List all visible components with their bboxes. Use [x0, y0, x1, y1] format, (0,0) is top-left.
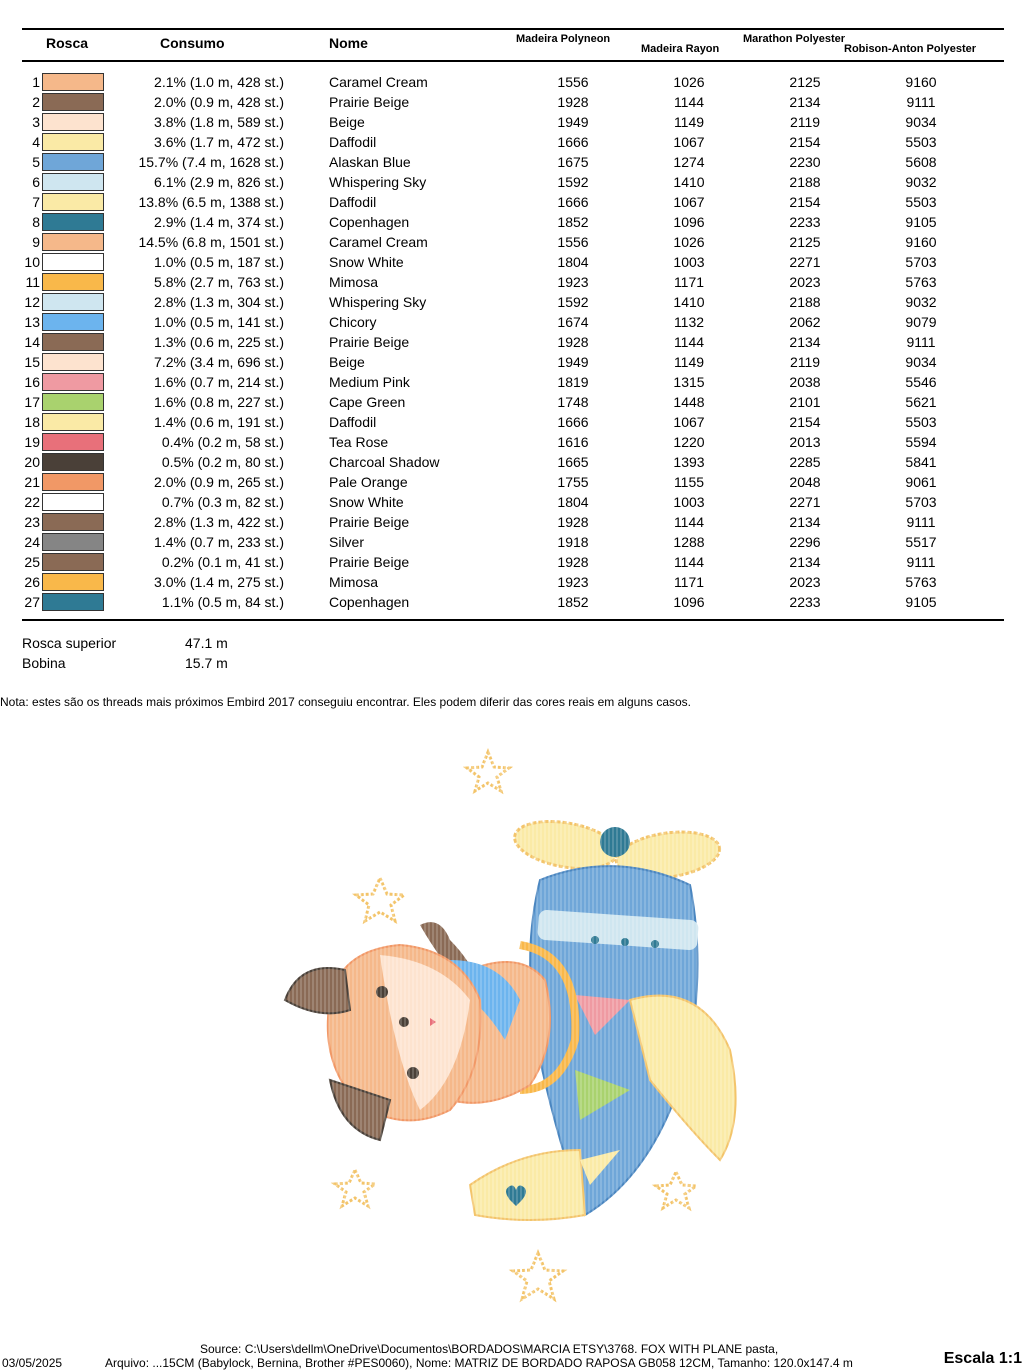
thread-number: 16 [24, 374, 40, 390]
thread-consumo: 3.8% (1.8 m, 589 st.) [154, 114, 284, 130]
marathon-polyester-code: 2125 [789, 74, 821, 90]
thread-consumo: 2.9% (1.4 m, 374 st.) [154, 214, 284, 230]
thread-consumo: 2.8% (1.3 m, 304 st.) [154, 294, 284, 310]
thread-number: 21 [24, 474, 40, 490]
thread-number: 15 [24, 354, 40, 370]
marathon-polyester-code: 2134 [789, 554, 821, 570]
madeira-polyneon-code: 1666 [557, 194, 589, 210]
color-swatch [42, 433, 104, 451]
marathon-polyester-code: 2285 [789, 454, 821, 470]
color-swatch [42, 193, 104, 211]
thread-number: 14 [24, 334, 40, 350]
marathon-polyester-code: 2154 [789, 414, 821, 430]
thread-consumo: 1.4% (0.6 m, 191 st.) [154, 414, 284, 430]
table-row [0, 232, 1024, 252]
madeira-rayon-code: 1155 [673, 474, 705, 490]
marathon-polyester-code: 2134 [789, 514, 821, 530]
thread-consumo: 1.4% (0.7 m, 233 st.) [154, 534, 284, 550]
thread-consumo: 2.8% (1.3 m, 422 st.) [154, 514, 284, 530]
madeira-polyneon-code: 1928 [557, 94, 589, 110]
footer-source: Source: C:\Users\dellm\OneDrive\Documentos\BORDADOS\MARCIA ETSY\3768. FOX WITH PLANE pasta, [200, 1342, 779, 1356]
madeira-polyneon-code: 1804 [557, 494, 589, 510]
thread-number: 17 [24, 394, 40, 410]
color-swatch [42, 533, 104, 551]
thread-number: 23 [24, 514, 40, 530]
table-row [0, 552, 1024, 572]
table-row [0, 512, 1024, 532]
thread-consumo: 3.0% (1.4 m, 275 st.) [154, 574, 284, 590]
marathon-polyester-code: 2230 [789, 154, 821, 170]
color-swatch [42, 293, 104, 311]
madeira-polyneon-code: 1928 [557, 554, 589, 570]
thread-consumo: 1.6% (0.8 m, 227 st.) [154, 394, 284, 410]
table-row [0, 392, 1024, 412]
marathon-polyester-code: 2125 [789, 234, 821, 250]
bottom-rule [22, 619, 1004, 621]
header-madeira-polyneon: Madeira Polyneon [516, 33, 611, 45]
header-nome: Nome [329, 35, 368, 51]
marathon-polyester-code: 2154 [789, 134, 821, 150]
robison-anton-code: 5621 [905, 394, 937, 410]
table-row [0, 572, 1024, 592]
bobina-value: 15.7 m [185, 655, 228, 671]
robison-anton-code: 5763 [905, 574, 937, 590]
madeira-polyneon-code: 1923 [557, 574, 589, 590]
marathon-polyester-code: 2134 [789, 94, 821, 110]
thread-number: 20 [24, 454, 40, 470]
table-row [0, 292, 1024, 312]
table-row [0, 492, 1024, 512]
thread-name: Pale Orange [329, 474, 408, 490]
robison-anton-code: 5703 [905, 494, 937, 510]
thread-consumo: 1.3% (0.6 m, 225 st.) [154, 334, 284, 350]
header-madeira-rayon: Madeira Rayon [641, 43, 720, 55]
robison-anton-code: 9105 [905, 214, 937, 230]
header-marathon-polyester: Marathon Polyester [743, 33, 846, 45]
madeira-rayon-code: 1315 [673, 374, 705, 390]
color-swatch [42, 593, 104, 611]
marathon-polyester-code: 2119 [789, 114, 821, 130]
thread-consumo: 0.7% (0.3 m, 82 st.) [161, 494, 284, 510]
color-swatch [42, 393, 104, 411]
robison-anton-code: 5503 [905, 414, 937, 430]
top-rule [22, 28, 1004, 30]
madeira-rayon-code: 1149 [673, 114, 705, 130]
table-row [0, 112, 1024, 132]
robison-anton-code: 5517 [905, 534, 937, 550]
scale-label: Escala 1:1 [943, 1350, 1022, 1367]
madeira-rayon-code: 1149 [673, 354, 705, 370]
table-row [0, 472, 1024, 492]
madeira-rayon-code: 1448 [673, 394, 705, 410]
madeira-rayon-code: 1067 [673, 134, 705, 150]
madeira-polyneon-code: 1949 [557, 354, 589, 370]
robison-anton-code: 9079 [905, 314, 937, 330]
madeira-rayon-code: 1393 [673, 454, 705, 470]
color-swatch [42, 373, 104, 391]
thread-number: 8 [32, 214, 40, 230]
color-swatch [42, 573, 104, 591]
footer-arquivo: Arquivo: ...15CM (Babylock, Bernina, Brother #PES0060), Nome: MATRIZ DE BORDADO RAPOSA GB058 12CM, Tamanho: 120.0x147.4 m [105, 1356, 853, 1370]
thread-name: Prairie Beige [329, 94, 410, 110]
thread-number: 6 [32, 174, 40, 190]
thread-number: 19 [24, 434, 40, 450]
madeira-polyneon-code: 1592 [557, 294, 589, 310]
thread-number: 22 [24, 494, 40, 510]
table-row [0, 252, 1024, 272]
madeira-polyneon-code: 1918 [557, 534, 589, 550]
color-swatch [42, 453, 104, 471]
color-swatch [42, 213, 104, 231]
thread-name: Whispering Sky [329, 174, 427, 190]
madeira-rayon-code: 1132 [673, 314, 705, 330]
thread-number: 24 [24, 534, 40, 550]
marathon-polyester-code: 2233 [789, 214, 821, 230]
thread-name: Snow White [329, 254, 404, 270]
madeira-polyneon-code: 1666 [557, 414, 589, 430]
madeira-polyneon-code: 1556 [557, 74, 589, 90]
thread-number: 13 [24, 314, 40, 330]
madeira-polyneon-code: 1928 [557, 334, 589, 350]
marathon-polyester-code: 2101 [789, 394, 821, 410]
madeira-polyneon-code: 1949 [557, 114, 589, 130]
robison-anton-code: 9111 [906, 514, 936, 530]
color-swatch [42, 173, 104, 191]
thread-number: 3 [32, 114, 40, 130]
thread-number: 10 [24, 254, 40, 270]
madeira-rayon-code: 1067 [673, 194, 705, 210]
thread-number: 25 [24, 554, 40, 570]
thread-name: Daffodil [329, 134, 377, 150]
robison-anton-code: 9032 [905, 294, 937, 310]
thread-number: 1 [32, 74, 40, 90]
madeira-rayon-code: 1171 [673, 274, 705, 290]
robison-anton-code: 5546 [905, 374, 937, 390]
thread-name: Tea Rose [329, 434, 389, 450]
thread-consumo: 2.0% (0.9 m, 265 st.) [154, 474, 284, 490]
thread-number: 9 [32, 234, 40, 250]
thread-name: Prairie Beige [329, 554, 410, 570]
thread-number: 2 [32, 94, 40, 110]
thread-number: 5 [32, 154, 40, 170]
marathon-polyester-code: 2023 [789, 574, 821, 590]
madeira-rayon-code: 1067 [673, 414, 705, 430]
thread-consumo: 13.8% (6.5 m, 1388 st.) [138, 194, 284, 210]
thread-consumo: 1.0% (0.5 m, 141 st.) [154, 314, 284, 330]
thread-name: Beige [329, 354, 365, 370]
madeira-polyneon-code: 1666 [557, 134, 589, 150]
madeira-polyneon-code: 1748 [557, 394, 589, 410]
color-swatch [42, 413, 104, 431]
madeira-polyneon-code: 1592 [557, 174, 589, 190]
marathon-polyester-code: 2188 [789, 174, 821, 190]
table-row [0, 352, 1024, 372]
table-row [0, 212, 1024, 232]
table-row [0, 532, 1024, 552]
madeira-rayon-code: 1410 [673, 174, 705, 190]
robison-anton-code: 5608 [905, 154, 937, 170]
table-row [0, 592, 1024, 612]
color-swatch [42, 73, 104, 91]
thread-consumo: 2.1% (1.0 m, 428 st.) [154, 74, 284, 90]
madeira-rayon-code: 1288 [673, 534, 705, 550]
madeira-rayon-code: 1003 [673, 254, 705, 270]
thread-consumo: 0.2% (0.1 m, 41 st.) [161, 554, 284, 570]
marathon-polyester-code: 2154 [789, 194, 821, 210]
thread-consumo: 0.4% (0.2 m, 58 st.) [161, 434, 284, 450]
robison-anton-code: 5703 [905, 254, 937, 270]
thread-name: Cape Green [329, 394, 406, 410]
robison-anton-code: 9160 [905, 74, 937, 90]
thread-consumo: 2.0% (0.9 m, 428 st.) [154, 94, 284, 110]
thread-name: Charcoal Shadow [329, 454, 440, 470]
thread-consumo: 1.1% (0.5 m, 84 st.) [161, 594, 284, 610]
table-row [0, 452, 1024, 472]
madeira-rayon-code: 1171 [673, 574, 705, 590]
thread-consumo: 1.0% (0.5 m, 187 st.) [154, 254, 284, 270]
thread-number: 7 [32, 194, 40, 210]
thread-consumo: 0.5% (0.2 m, 80 st.) [161, 454, 284, 470]
madeira-rayon-code: 1144 [673, 334, 705, 350]
madeira-rayon-code: 1026 [673, 74, 705, 90]
thread-consumo: 6.1% (2.9 m, 826 st.) [154, 174, 284, 190]
marathon-polyester-code: 2271 [789, 494, 821, 510]
table-row [0, 92, 1024, 112]
thread-consumo: 1.6% (0.7 m, 214 st.) [154, 374, 284, 390]
robison-anton-code: 9111 [906, 554, 936, 570]
thread-name: Copenhagen [329, 214, 410, 230]
color-swatch [42, 253, 104, 271]
thread-consumo: 3.6% (1.7 m, 472 st.) [154, 134, 284, 150]
robison-anton-code: 9061 [905, 474, 937, 490]
footer-date: 03/05/2025 [2, 1356, 63, 1370]
bobina-label: Bobina [22, 655, 66, 671]
thread-consumo: 15.7% (7.4 m, 1628 st.) [138, 154, 284, 170]
header-rule [22, 60, 1004, 62]
marathon-polyester-code: 2296 [789, 534, 821, 550]
color-swatch [42, 153, 104, 171]
robison-anton-code: 5841 [905, 454, 937, 470]
marathon-polyester-code: 2119 [789, 354, 821, 370]
thread-name: Caramel Cream [329, 234, 428, 250]
madeira-rayon-code: 1096 [673, 594, 705, 610]
marathon-polyester-code: 2023 [789, 274, 821, 290]
madeira-polyneon-code: 1556 [557, 234, 589, 250]
color-swatch [42, 233, 104, 251]
thread-name: Beige [329, 114, 365, 130]
thread-name: Copenhagen [329, 594, 410, 610]
robison-anton-code: 9034 [905, 114, 937, 130]
header-consumo: Consumo [160, 35, 225, 51]
color-swatch [42, 133, 104, 151]
thread-name: Daffodil [329, 194, 377, 210]
rosca-superior-value: 47.1 m [185, 635, 228, 651]
madeira-polyneon-code: 1928 [557, 514, 589, 530]
color-swatch [42, 273, 104, 291]
table-row [0, 412, 1024, 432]
table-row [0, 192, 1024, 212]
madeira-polyneon-code: 1852 [557, 594, 589, 610]
robison-anton-code: 5503 [905, 194, 937, 210]
madeira-polyneon-code: 1665 [557, 454, 589, 470]
table-row [0, 72, 1024, 92]
thread-number: 26 [24, 574, 40, 590]
header-robison-anton-polyester: Robison-Anton Polyester [844, 43, 977, 55]
thread-number: 4 [32, 134, 40, 150]
table-row [0, 312, 1024, 332]
thread-name: Prairie Beige [329, 334, 410, 350]
madeira-rayon-code: 1410 [673, 294, 705, 310]
robison-anton-code: 9111 [906, 334, 936, 350]
thread-name: Prairie Beige [329, 514, 410, 530]
thread-number: 12 [24, 294, 40, 310]
madeira-polyneon-code: 1804 [557, 254, 589, 270]
thread-name: Daffodil [329, 414, 377, 430]
madeira-polyneon-code: 1755 [557, 474, 589, 490]
madeira-rayon-code: 1144 [673, 514, 705, 530]
thread-name: Chicory [329, 314, 377, 330]
marathon-polyester-code: 2271 [789, 254, 821, 270]
thread-number: 27 [24, 594, 40, 610]
madeira-polyneon-code: 1616 [557, 434, 589, 450]
marathon-polyester-code: 2233 [789, 594, 821, 610]
madeira-rayon-code: 1003 [673, 494, 705, 510]
thread-name: Snow White [329, 494, 404, 510]
thread-name: Medium Pink [329, 374, 410, 390]
robison-anton-code: 9032 [905, 174, 937, 190]
madeira-rayon-code: 1144 [673, 94, 705, 110]
note-text: Nota: estes são os threads mais próximos Embird 2017 conseguiu encontrar. Eles podem diferir das cores reais em alguns casos. [0, 695, 692, 709]
color-swatch [42, 353, 104, 371]
marathon-polyester-code: 2013 [789, 434, 821, 450]
color-swatch [42, 93, 104, 111]
table-row [0, 372, 1024, 392]
thread-name: Caramel Cream [329, 74, 428, 90]
thread-number: 11 [25, 274, 40, 290]
thread-name: Whispering Sky [329, 294, 427, 310]
madeira-rayon-code: 1274 [673, 154, 705, 170]
marathon-polyester-code: 2038 [789, 374, 821, 390]
madeira-rayon-code: 1220 [673, 434, 705, 450]
thread-consumo: 5.8% (2.7 m, 763 st.) [154, 274, 284, 290]
madeira-polyneon-code: 1852 [557, 214, 589, 230]
color-swatch [42, 513, 104, 531]
table-row [0, 272, 1024, 292]
rosca-superior-label: Rosca superior [22, 635, 117, 651]
madeira-polyneon-code: 1674 [557, 314, 589, 330]
robison-anton-code: 5594 [905, 434, 937, 450]
robison-anton-code: 9105 [905, 594, 937, 610]
robison-anton-code: 5763 [905, 274, 937, 290]
color-swatch [42, 493, 104, 511]
madeira-polyneon-code: 1675 [557, 154, 589, 170]
embroidery-design-preview [260, 740, 760, 1320]
table-row [0, 132, 1024, 152]
table-row [0, 432, 1024, 452]
thread-name: Alaskan Blue [329, 154, 411, 170]
color-swatch [42, 313, 104, 331]
table-row [0, 172, 1024, 192]
madeira-rayon-code: 1026 [673, 234, 705, 250]
madeira-polyneon-code: 1819 [557, 374, 589, 390]
marathon-polyester-code: 2062 [789, 314, 821, 330]
robison-anton-code: 9160 [905, 234, 937, 250]
robison-anton-code: 9034 [905, 354, 937, 370]
table-row [0, 152, 1024, 172]
color-swatch [42, 473, 104, 491]
thread-name: Mimosa [329, 574, 379, 590]
thread-number: 18 [24, 414, 40, 430]
madeira-rayon-code: 1144 [673, 554, 705, 570]
color-swatch [42, 553, 104, 571]
thread-name: Mimosa [329, 274, 379, 290]
table-row [0, 332, 1024, 352]
robison-anton-code: 9111 [906, 94, 936, 110]
marathon-polyester-code: 2048 [789, 474, 821, 490]
thread-name: Silver [329, 534, 365, 550]
color-swatch [42, 333, 104, 351]
robison-anton-code: 5503 [905, 134, 937, 150]
thread-consumo: 14.5% (6.8 m, 1501 st.) [138, 234, 284, 250]
madeira-polyneon-code: 1923 [557, 274, 589, 290]
color-swatch [42, 113, 104, 131]
thread-consumo: 7.2% (3.4 m, 696 st.) [154, 354, 284, 370]
marathon-polyester-code: 2188 [789, 294, 821, 310]
header-rosca: Rosca [46, 35, 89, 51]
madeira-rayon-code: 1096 [673, 214, 705, 230]
marathon-polyester-code: 2134 [789, 334, 821, 350]
